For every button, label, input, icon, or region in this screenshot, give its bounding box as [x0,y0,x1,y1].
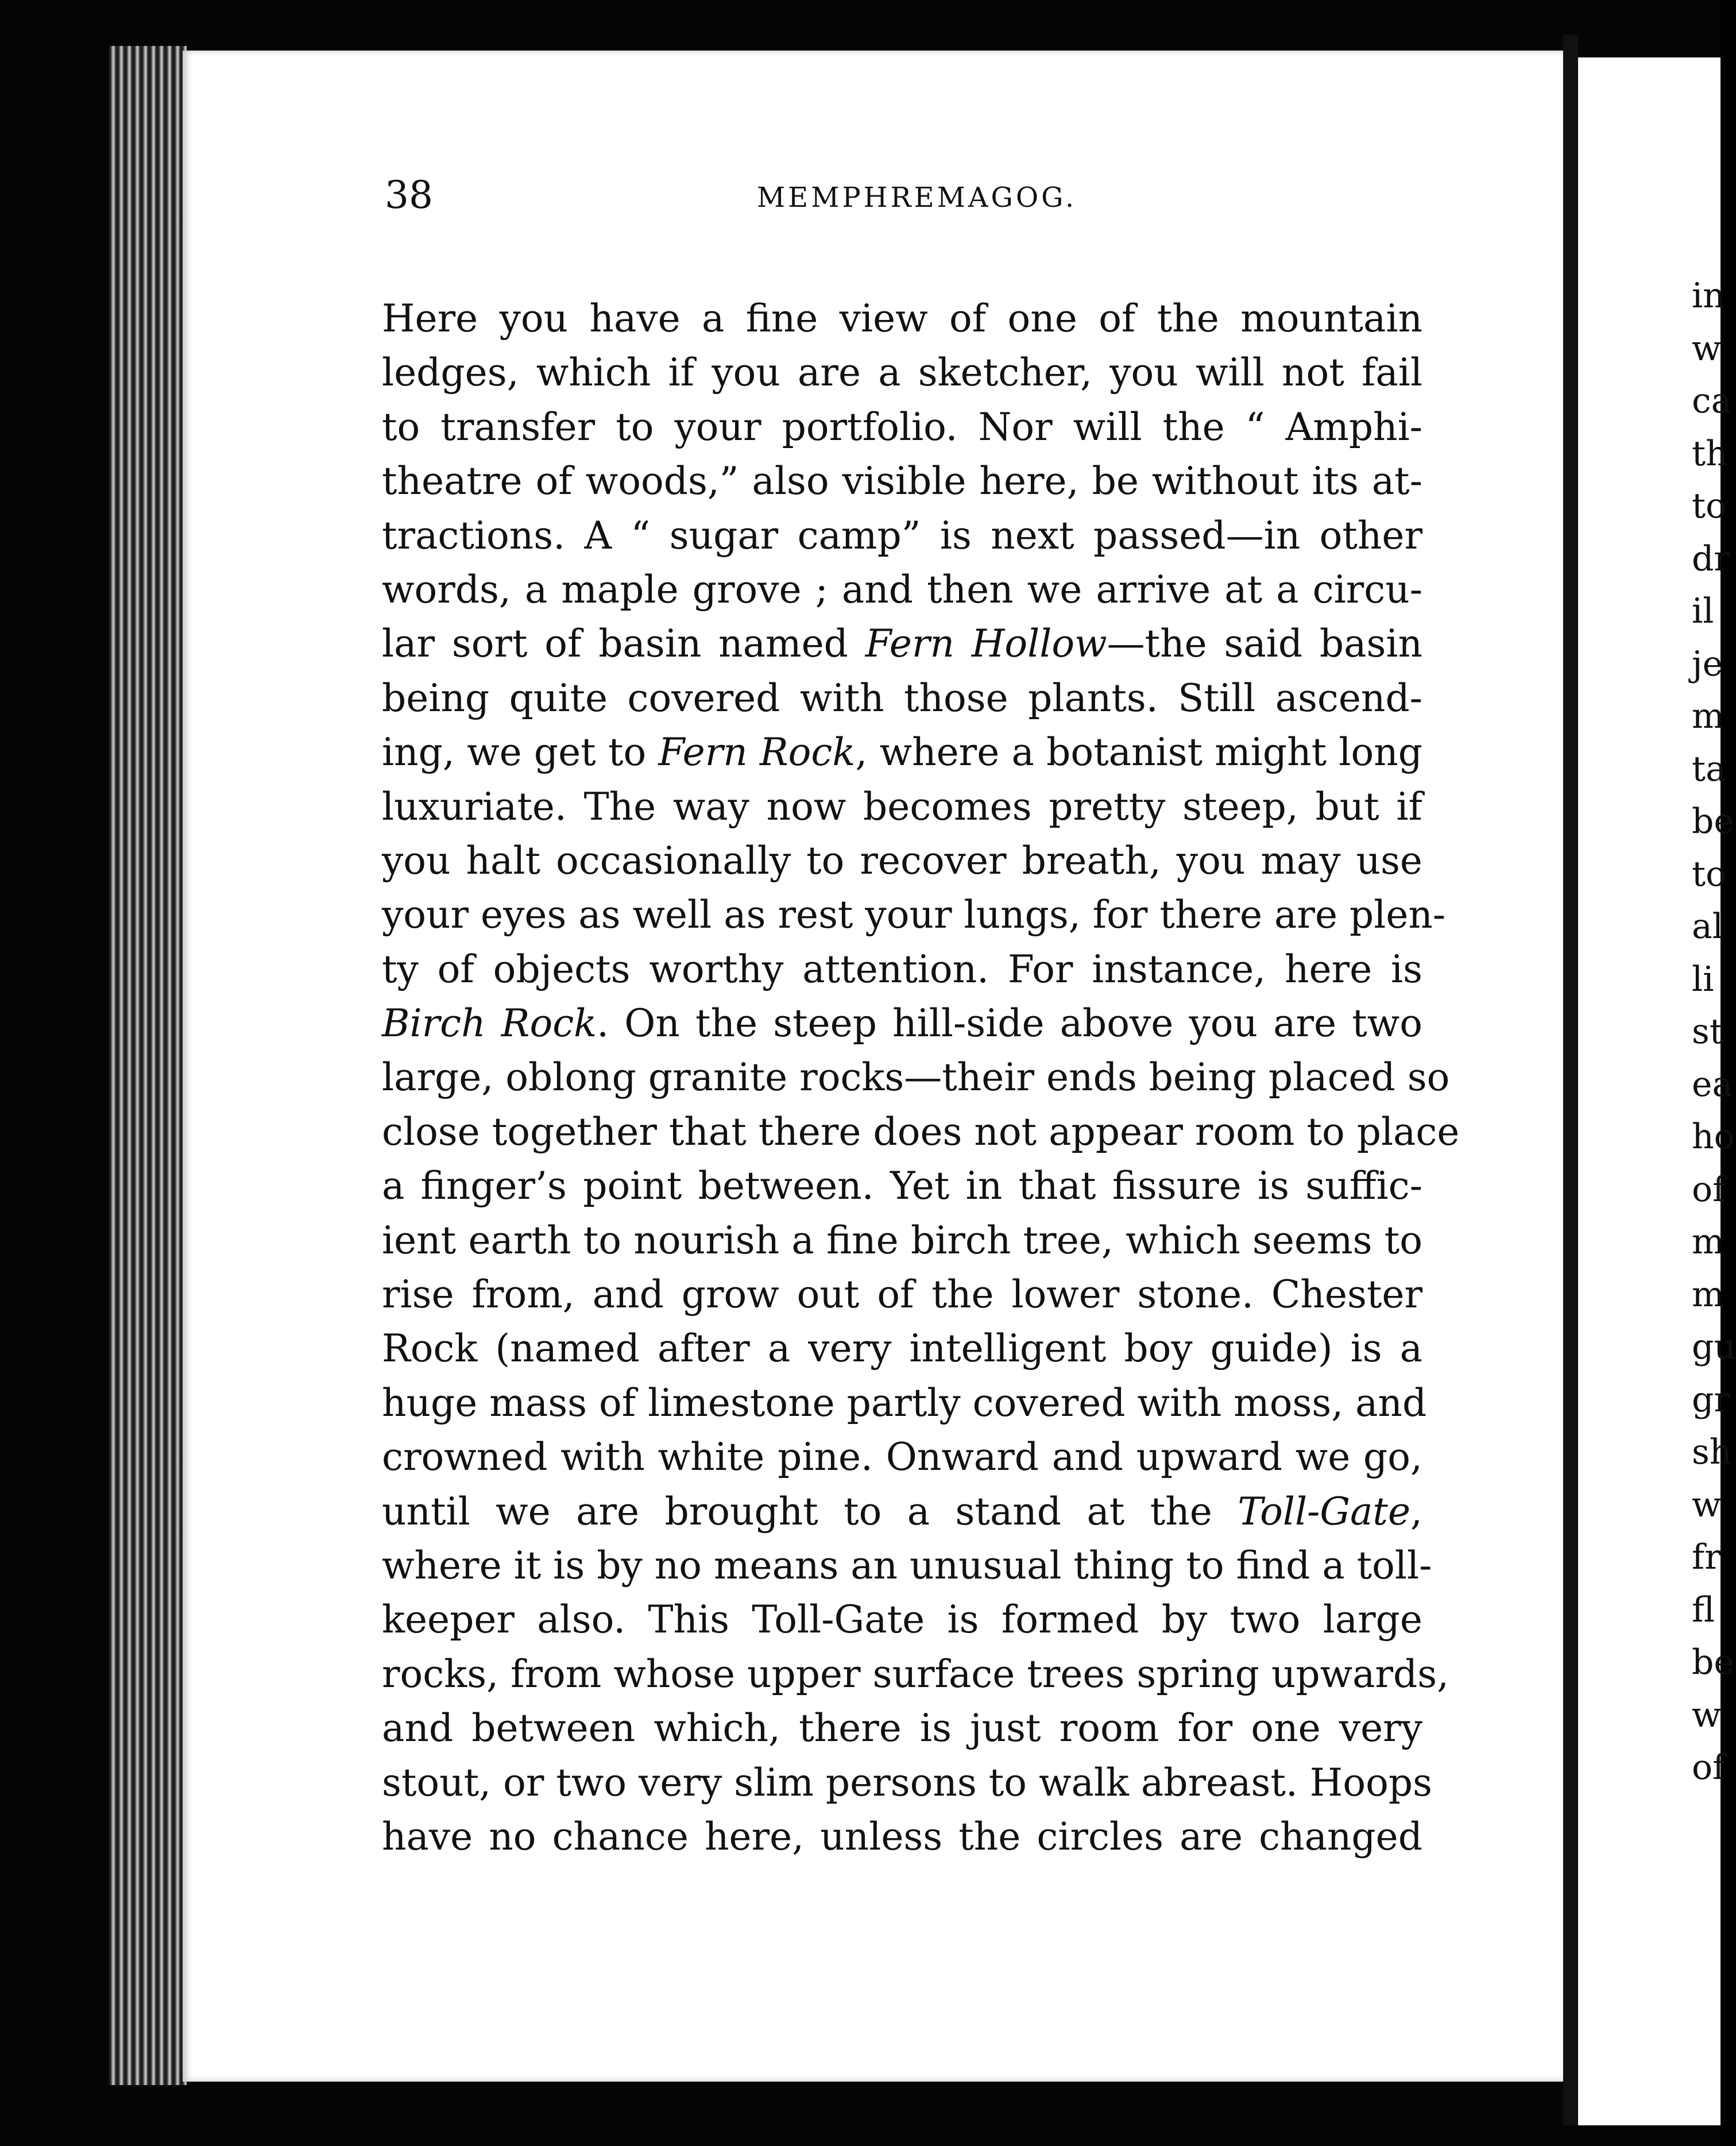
text-line [382,1051,1450,1105]
text-run: , [1410,1489,1422,1534]
facing-page-fragment: of [1692,1747,1726,1788]
text-run: theatre of woods,” also visible here, be without its at- [382,459,1422,504]
facing-page-fragment: fr [1692,1537,1721,1577]
text-line [382,292,1422,346]
facing-page-fragment: be [1692,1642,1734,1682]
text-run: luxuriate. The way now becomes pretty steep, but if [382,784,1422,829]
text-line [382,1322,1422,1376]
text-run: rocks, from whose upper surface trees spring upwards, [382,1651,1449,1696]
text-run: lar sort of basin named [382,622,865,666]
text-line [382,1268,1422,1322]
text-line [382,1376,1427,1430]
text-run: being quite covered with those plants. Still ascend- [382,676,1422,720]
facing-page-fragment: w [1692,1695,1722,1735]
facing-page-fragment: ca [1692,381,1732,421]
text-line [382,1214,1422,1268]
italic-name: Fern Hollow [865,622,1107,666]
text-run: ledges, which if you are a sketcher, you will not fail [382,350,1422,395]
facing-page-fragment: je [1692,643,1723,684]
facing-page-fragment: dr [1692,538,1731,579]
text-line [382,1810,1422,1864]
facing-page-fragment: ea [1692,1064,1733,1105]
page-header [385,172,1418,236]
facing-page-fragment: fl [1692,1589,1715,1630]
text-line [382,1647,1449,1701]
text-line [382,671,1422,725]
text-run: Here you have a fine view of one of the mountain [382,296,1422,341]
page-edge-binding [109,46,187,2085]
text-run: huge mass of limestone partly covered with moss, and [382,1380,1427,1425]
facing-page-fragment: m [1692,1222,1725,1262]
text-line [382,725,1422,779]
text-run: ient earth to nourish a fine birch tree, which seems to [382,1218,1422,1263]
text-run: rise from, and grow out of the lower stone. Chester [382,1272,1422,1317]
text-line [382,780,1422,834]
text-line [382,1756,1432,1810]
text-line [382,1430,1422,1484]
facing-page-fragment: al [1692,906,1723,947]
text-run: —the said basin [1107,622,1422,666]
text-run: large, oblong granite rocks—their ends being placed so [382,1055,1450,1100]
facing-page-fragment: il [1692,591,1714,631]
text-line [382,888,1446,942]
text-run: keeper also. This Toll-Gate is formed by two large [382,1597,1422,1642]
text-line [382,346,1422,400]
text-line [382,563,1422,617]
text-run: crowned with white pine. Onward and upward we go, [382,1435,1422,1480]
facing-page-fragment: st [1692,1012,1723,1052]
text-run: to transfer to your portfolio. Nor will the “ Amphi- [382,404,1422,449]
text-run: words, a maple grove ; and then we arrive at a circu- [382,567,1422,612]
text-line [382,1105,1460,1159]
page-number: 38 [385,173,433,217]
text-run: where it is by no means an unusual thing to find a toll- [382,1543,1432,1588]
facing-page-fragment: gu [1692,1327,1736,1367]
text-run: stout, or two very slim persons to walk abreast. Hoops [382,1760,1432,1805]
facing-page-fragment: w [1692,328,1722,369]
text-line [382,1159,1422,1213]
text-line [382,617,1422,671]
facing-page-fragment: sh [1692,1432,1732,1472]
text-line [382,943,1422,997]
text-run: you halt occasionally to recover breath, you may use [382,838,1422,883]
facing-page-fragment: ta [1692,748,1726,789]
facing-page-fragment: ho [1692,1117,1735,1157]
text-line [382,1539,1432,1593]
text-run: and between which, there is just room for one very [382,1706,1422,1751]
text-line [382,1593,1422,1647]
text-line [382,1485,1422,1539]
facing-page-fragment: of [1692,1169,1726,1210]
text-run: have no chance here, unless the circles are changed [382,1814,1422,1859]
facing-page-fragment: w [1692,1484,1722,1525]
text-line [382,997,1422,1051]
facing-page-fragment: be [1692,801,1734,842]
italic-name: Toll-Gate [1238,1489,1411,1534]
facing-page-fragment: th [1692,433,1728,474]
text-run: close together that there does not appear room to place [382,1109,1460,1154]
running-head: MEMPHREMAGOG. [757,182,1077,214]
body-text [382,292,1460,1864]
text-run: a finger’s point between. Yet in that fissure is suffic- [382,1164,1422,1209]
facing-page-fragment: to [1692,854,1727,894]
text-run: , where a botanist might long [855,730,1423,775]
text-run: tractions. A “ sugar camp” is next passed—in other [382,513,1422,558]
text-line [382,834,1422,888]
text-run: . On the steep hill-side above you are two [597,1001,1422,1046]
facing-page-text-fragments [1692,270,1736,1794]
text-line [382,1701,1422,1755]
text-run: until we are brought to a stand at the [382,1489,1238,1534]
text-run: ing, we get to [382,730,659,775]
facing-page-fragment: in [1692,276,1725,316]
facing-page-fragment: li [1692,959,1714,999]
facing-page-fragment: gr [1692,1379,1731,1420]
text-line [382,509,1422,563]
text-run: ty of objects worthy attention. For instance, here is [382,947,1422,991]
text-line [382,454,1422,508]
italic-name: Fern Rock [658,730,856,775]
facing-page-fragment: m [1692,696,1725,736]
text-line [382,400,1422,454]
gutter-shadow [1563,34,1578,2125]
text-run: your eyes as well as rest your lungs, for there are plen- [382,893,1446,937]
italic-name: Birch Rock [382,1001,597,1046]
facing-page-fragment: to [1692,486,1727,526]
facing-page-fragment: m [1692,1274,1725,1315]
text-run: Rock (named after a very intelligent boy guide) is a [382,1326,1422,1371]
